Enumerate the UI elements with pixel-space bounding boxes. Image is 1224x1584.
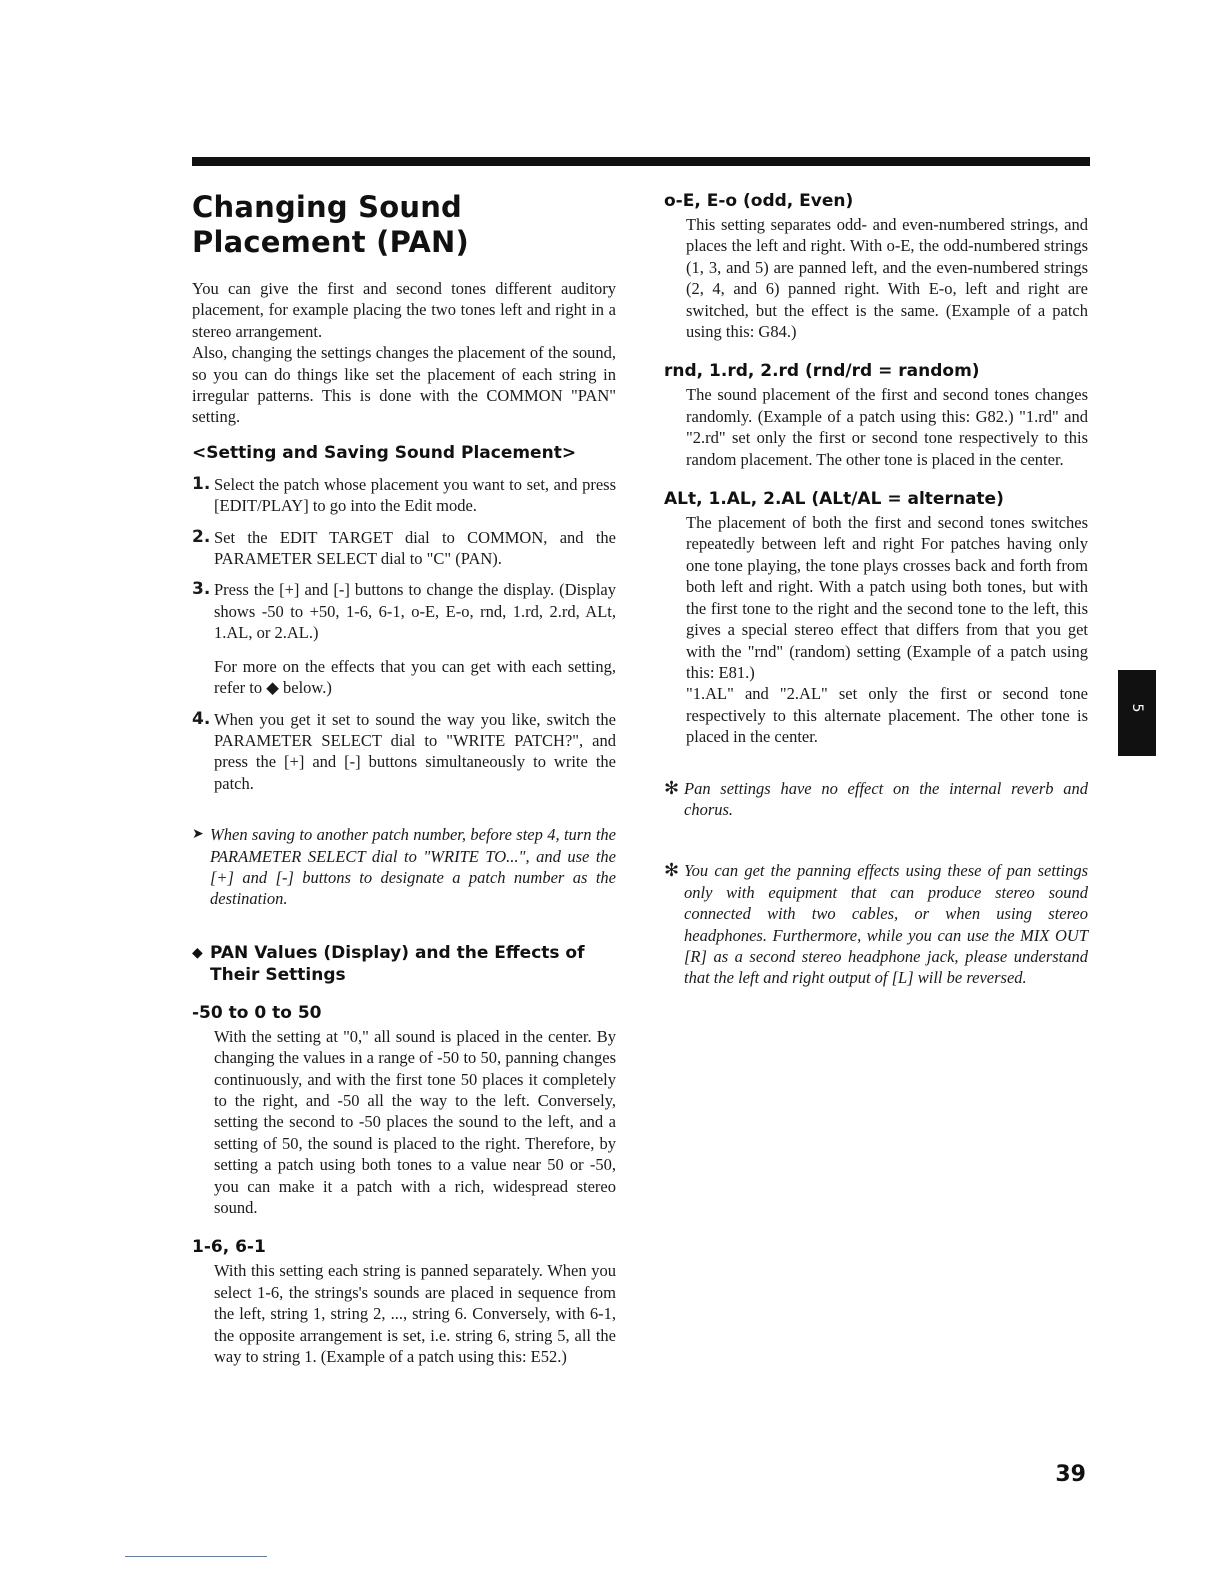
pan-heading-line-2: Their Settings [210, 964, 346, 985]
step-2 [192, 527, 616, 570]
chapter-tab [1118, 670, 1156, 756]
section-range [192, 1002, 616, 1219]
procedure-steps [192, 474, 616, 794]
section-text-2: "1.AL" and "2.AL" set only the first or second tone respectively to this alternate placement. The other tone is placed in the center. [686, 684, 1088, 747]
step-number: 4. [192, 708, 211, 729]
intro-paragraph-1: You can give the first and second tones different auditory placement, for example placing the two tones left and right in a stereo arrangement. [192, 279, 616, 341]
tip [192, 824, 616, 910]
section-text: With the setting at "0," all sound is placed in the center. By changing the values in a range of -50 to 50, panning changes continuously, and with the first tone 50 places it completely to the right, and -50 all the way to the left. Conversely, setting the second to -50 places the sound to the left, and a setting of 50, the sound is placed to the right. Therefore, by setting a patch using both tones to a value near 50 or -50, you can make it a patch with a rich, widespread stereo sound. [214, 1026, 616, 1217]
asterisk-icon: ✻ [664, 860, 680, 881]
step-text: Set the EDIT TARGET dial to COMMON, and the PARAMETER SELECT dial to "C" (PAN). [214, 527, 616, 569]
note-text: You can get the panning effects using these of pan settings only with equipment that can produce stereo sound connected with two cables, or when using stereo headphones. Furthermore, while you can use the MIX OUT [R] as a second stereo headphone jack, please understand that the left and right output of [L] will be reversed. [684, 861, 1088, 988]
step-1 [192, 474, 616, 517]
step-number: 3. [192, 579, 211, 600]
section-text: The sound placement of the first and second tones changes randomly. (Example of a patch using this: G82.) "1.rd" and "2.rd" set only the first or second tone respectively to this random placement. The other tone is placed in the center. [686, 385, 1088, 469]
step-3 [192, 579, 616, 698]
bottom-rule [125, 1556, 267, 1557]
section-odd-even [664, 190, 1088, 342]
section-string-order [192, 1236, 616, 1367]
section-alternate [664, 488, 1088, 747]
asterisk-icon: ✻ [664, 777, 680, 798]
section-heading: o-E, E-o (odd, Even) [664, 191, 854, 211]
step-4 [192, 709, 616, 795]
section-text: This setting separates odd- and even-numbered strings, and places the left and right. With o-E, the odd-numbered strings (1, 3, and 5) are panned left, and the even-numbered strings (2, 4, and 6) panned right. With E-o, left and right are switched, but the effect is the same. (Example of a patch using this: G84.) [686, 215, 1088, 342]
pan-values-heading [192, 942, 616, 986]
section-random [664, 360, 1088, 470]
tip-text: When saving to another patch number, before step 4, turn the PARAMETER SELECT dial to "WRITE TO...", and use the [+] and [-] buttons to designate a patch number as the destination. [210, 825, 616, 909]
intro [192, 278, 616, 428]
page-title: Changing Sound Placement (PAN) [192, 190, 469, 259]
diamond-icon: ◆ [192, 944, 203, 961]
top-rule [192, 157, 1090, 166]
section-heading: -50 to 0 to 50 [192, 1002, 322, 1023]
step-number: 2. [192, 526, 211, 547]
procedure-heading: <Setting and Saving Sound Placement> [192, 442, 577, 463]
step-text: Select the patch whose placement you want to set, and press [EDIT/PLAY] to go into the Edit mode. [214, 474, 616, 516]
arrow-icon: ➤ [192, 827, 204, 843]
intro-paragraph-2: Also, changing the settings changes the placement of the sound, so you can do things like set the placement of each string in irregular patterns. This is done with the COMMON "PAN" setting. [192, 343, 616, 427]
note-text: Pan settings have no effect on the internal reverb and chorus. [684, 778, 1088, 819]
section-text: The placement of both the first and second tones switches repeatedly between left and right For patches having only one tone playing, the tone plays crosses back and forth from both left and right. With a patch using both tones, but with the first tone to the right and the second tone to the left, this gives a special stereo effect that differs from that you get with the "rnd" (random) setting (Example of a patch using this: E81.) [686, 513, 1088, 682]
left-column [192, 190, 616, 1385]
chapter-number: 5 [1129, 703, 1145, 713]
step-text: When you get it set to sound the way you like, switch the PARAMETER SELECT dial to "WRITE PATCH?", and press the [+] and [-] buttons simultaneously to write the patch. [214, 709, 616, 793]
section-heading: rnd, 1.rd, 2.rd (rnd/rd = random) [664, 361, 980, 382]
note-stereo [664, 860, 1088, 988]
page-number: 39 [1055, 1462, 1086, 1487]
section-heading: ALt, 1.AL, 2.AL (ALt/AL = alternate) [664, 489, 1004, 510]
step-number: 1. [192, 473, 211, 494]
note-reverb [664, 778, 1088, 821]
step-text: Press the [+] and [-] buttons to change the display. (Display shows -50 to +50, 1-6, 6-1, o-E, E-o, rnd, 1.rd, 2.rd, ALt, 1.AL, or 2.AL.) [214, 580, 616, 643]
section-heading: 1-6, 6-1 [192, 1237, 266, 1258]
pan-heading-line-1: PAN Values (Display) and the Effects of [210, 942, 585, 963]
section-text: With this setting each string is panned separately. When you select 1-6, the strings's sounds are placed in sequence from the left, string 1, string 2, ..., string 6. Conversely, with 6-1, the opposite arrangement is set, i.e. string 6, string 5, all the way to string 1. (Example of a patch using this: E52.) [214, 1261, 616, 1367]
step-note: For more on the effects that you can get with each setting, refer to ◆ below.) [214, 656, 616, 698]
right-column [664, 190, 1088, 989]
